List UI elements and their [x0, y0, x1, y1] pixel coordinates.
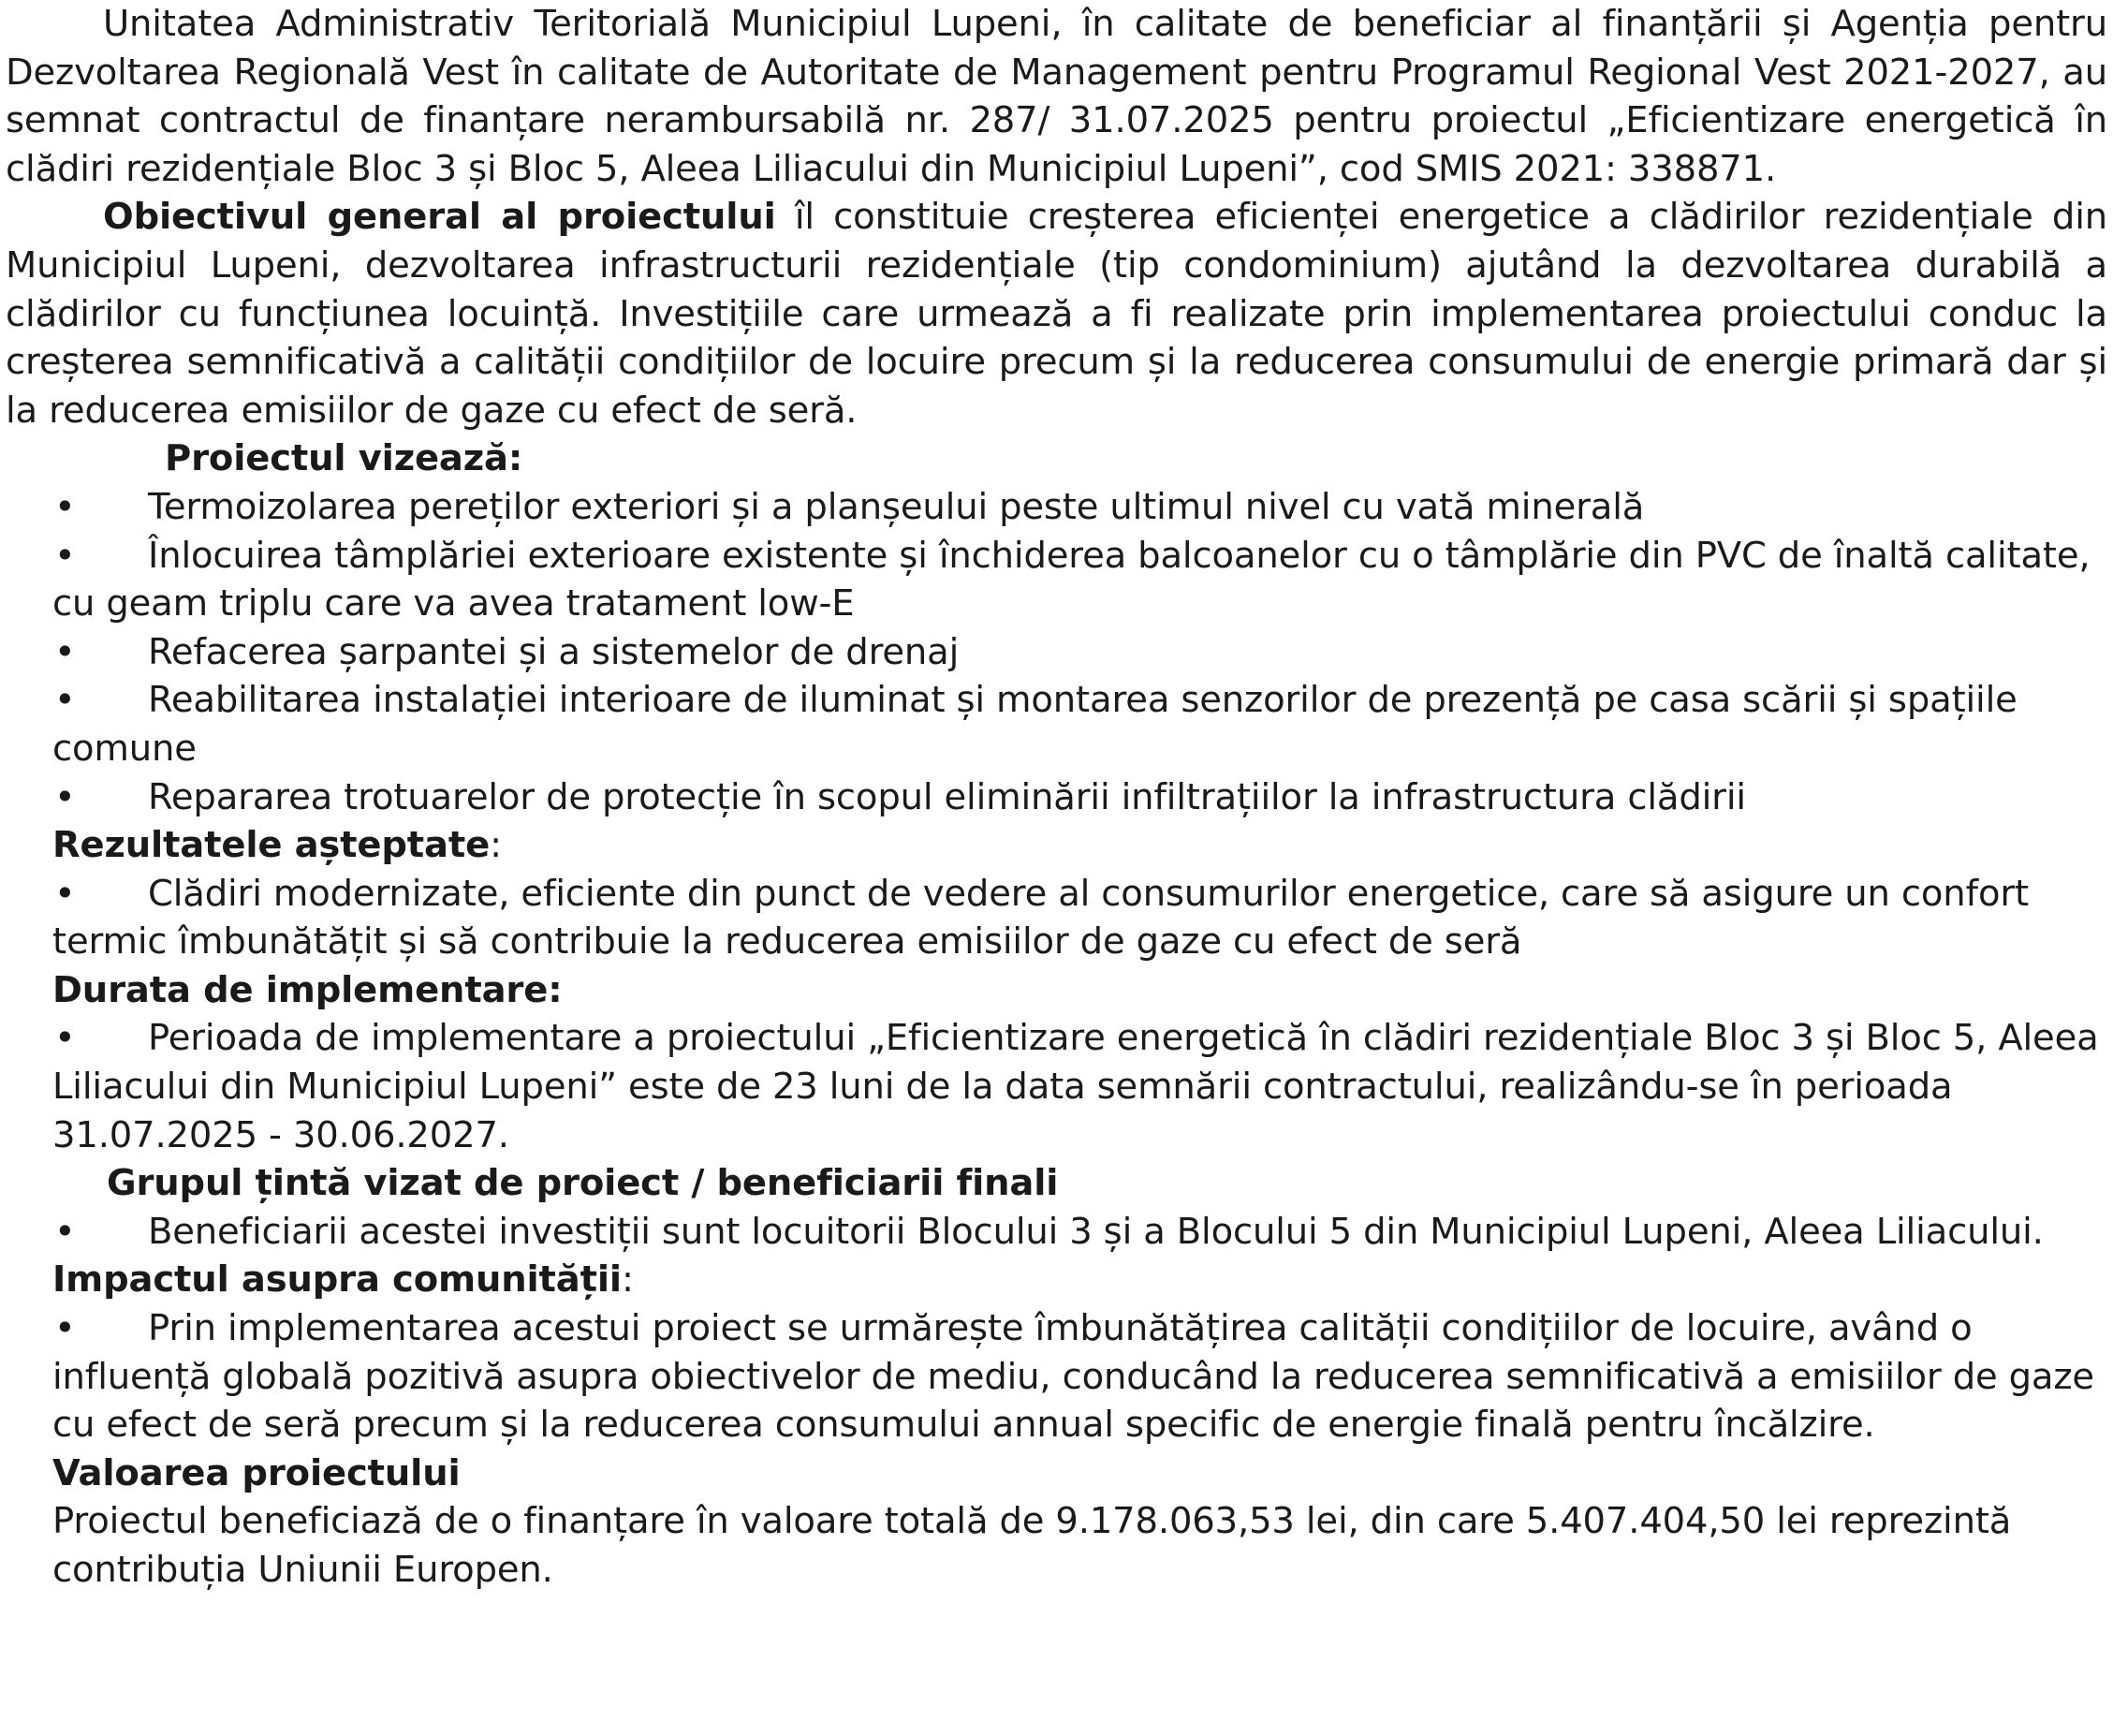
- bullet-icon: •: [54, 630, 76, 673]
- bullet-icon: •: [54, 485, 76, 528]
- bullet-icon: •: [54, 534, 76, 577]
- bullet-icon: •: [54, 775, 76, 818]
- target-heading: Grupul țintă vizat de proiect / beneficiarii finali: [107, 1162, 1059, 1205]
- document-page: [6, 0, 2107, 1595]
- aims-item-3: [6, 628, 2107, 677]
- impact-heading-line: [6, 1256, 2107, 1304]
- impact-colon: :: [621, 1258, 634, 1302]
- objective-paragraph: [6, 193, 2107, 434]
- duration-item-text: Perioada de implementare a proiectului „Eficientizare energetică în clădiri rezidențiale Bloc 3 și Bloc 5, Aleea Liliacului din Municipiul Lupeni” este de 23 luni de la data semnării contractului, realizându-se în perioada 31.07.2025 - 30.06.2027.: [52, 1017, 2099, 1156]
- aims-item-text: Repararea trotuarelor de protecție în scopul eliminării infiltrațiilor la infrastructura clădirii: [148, 775, 1746, 818]
- objective-text: îl constituie creșterea eficienței energetice a clădirilor rezidențiale din Municipiul Lupeni, dezvoltarea infrastructurii rezidențiale (tip condominium) ajutând la dezvoltarea durabilă a clădirilor cu funcțiunea locuință. Investițiile care urmează a fi realizate prin implementarea proiectului conduc la creșterea semnificativă a calității condițiilor de locuire precum și la reducerea consumului de energie primară dar și la reducerea emisiilor de gaze cu efect de seră.: [6, 196, 2107, 432]
- impact-item-1: [6, 1304, 2107, 1449]
- results-item-text: Clădiri modernizate, eficiente din punct de vedere al consumurilor energetice, care să asigure un confort termic îmbunătățit și să contribuie la reducerea emisiilor de gaze cu efect de seră: [52, 872, 2029, 964]
- intro-paragraph: Unitatea Administrativ Teritorială Municipiul Lupeni, în calitate de beneficiar al finanțării și Agenția pentru Dezvoltarea Regională Vest în calitate de Autoritate de Management pentru Programul Regional Vest 2021-2027, au semnat contractul de finanțare nerambursabilă nr. 287/ 31.07.2025 pentru proiectul „Eficientizare energetică în clădiri rezidențiale Bloc 3 și Bloc 5, Aleea Liliacului din Municipiul Lupeni”, cod SMIS 2021: 338871.: [6, 3, 2107, 190]
- bullet-icon: •: [54, 679, 76, 722]
- aims-item-4: [6, 676, 2107, 772]
- aims-item-text: Refacerea șarpantei și a sistemelor de drenaj: [148, 630, 960, 673]
- results-heading-line: [6, 821, 2107, 870]
- aims-item-text: Înlocuirea tâmplăriei exterioare existente și închiderea balcoanelor cu o tâmplărie din PVC de înaltă calitate, cu geam triplu care va avea tratament low-E: [52, 534, 2091, 625]
- aims-item-2: [6, 532, 2107, 628]
- aims-item-text: Termoizolarea pereților exteriori și a planșeului peste ultimul nivel cu vată minerală: [148, 485, 1645, 528]
- bullet-icon: •: [54, 1210, 76, 1253]
- bullet-icon: •: [54, 1017, 76, 1060]
- aims-item-text: Reabilitarea instalației interioare de iluminat și montarea senzorilor de prezență pe casa scării și spațiile comune: [52, 679, 2018, 770]
- aims-item-1: [6, 483, 2107, 532]
- bullet-icon: •: [54, 1307, 76, 1350]
- impact-item-text: Prin implementarea acestui proiect se urmărește îmbunătățirea calității condițiilor de locuire, având o influență globală pozitivă asupra obiectivelor de mediu, conducând la reducerea semnificativă a emisiilor de gaze cu efect de seră precum și la reducerea consumului annual specific de energie finală pentru încălzire.: [52, 1307, 2094, 1447]
- bullet-icon: •: [54, 872, 76, 915]
- results-item-1: [6, 870, 2107, 966]
- target-item-1: [6, 1208, 2107, 1257]
- aims-item-5: [6, 773, 2107, 822]
- results-colon: :: [490, 824, 502, 867]
- value-heading: Valoarea proiectului: [52, 1451, 461, 1494]
- duration-item-1: [6, 1014, 2107, 1159]
- results-heading: Rezultatele așteptate: [52, 824, 491, 867]
- target-item-text: Beneficiarii acestei investiții sunt locuitorii Blocului 3 și a Blocului 5 din Municipiul Lupeni, Aleea Liliacului.: [148, 1210, 2044, 1253]
- objective-label: Obiectivul general al proiectului: [103, 196, 776, 239]
- duration-heading: Durata de implementare:: [52, 968, 563, 1011]
- impact-heading: Impactul asupra comunității: [52, 1258, 622, 1302]
- value-text: Proiectul beneficiază de o finanțare în valoare totală de 9.178.063,53 lei, din care 5.407.404,50 lei reprezintă contribuția Uniunii Europen.: [52, 1500, 2012, 1591]
- aims-heading: Proiectul vizează:: [165, 437, 523, 480]
